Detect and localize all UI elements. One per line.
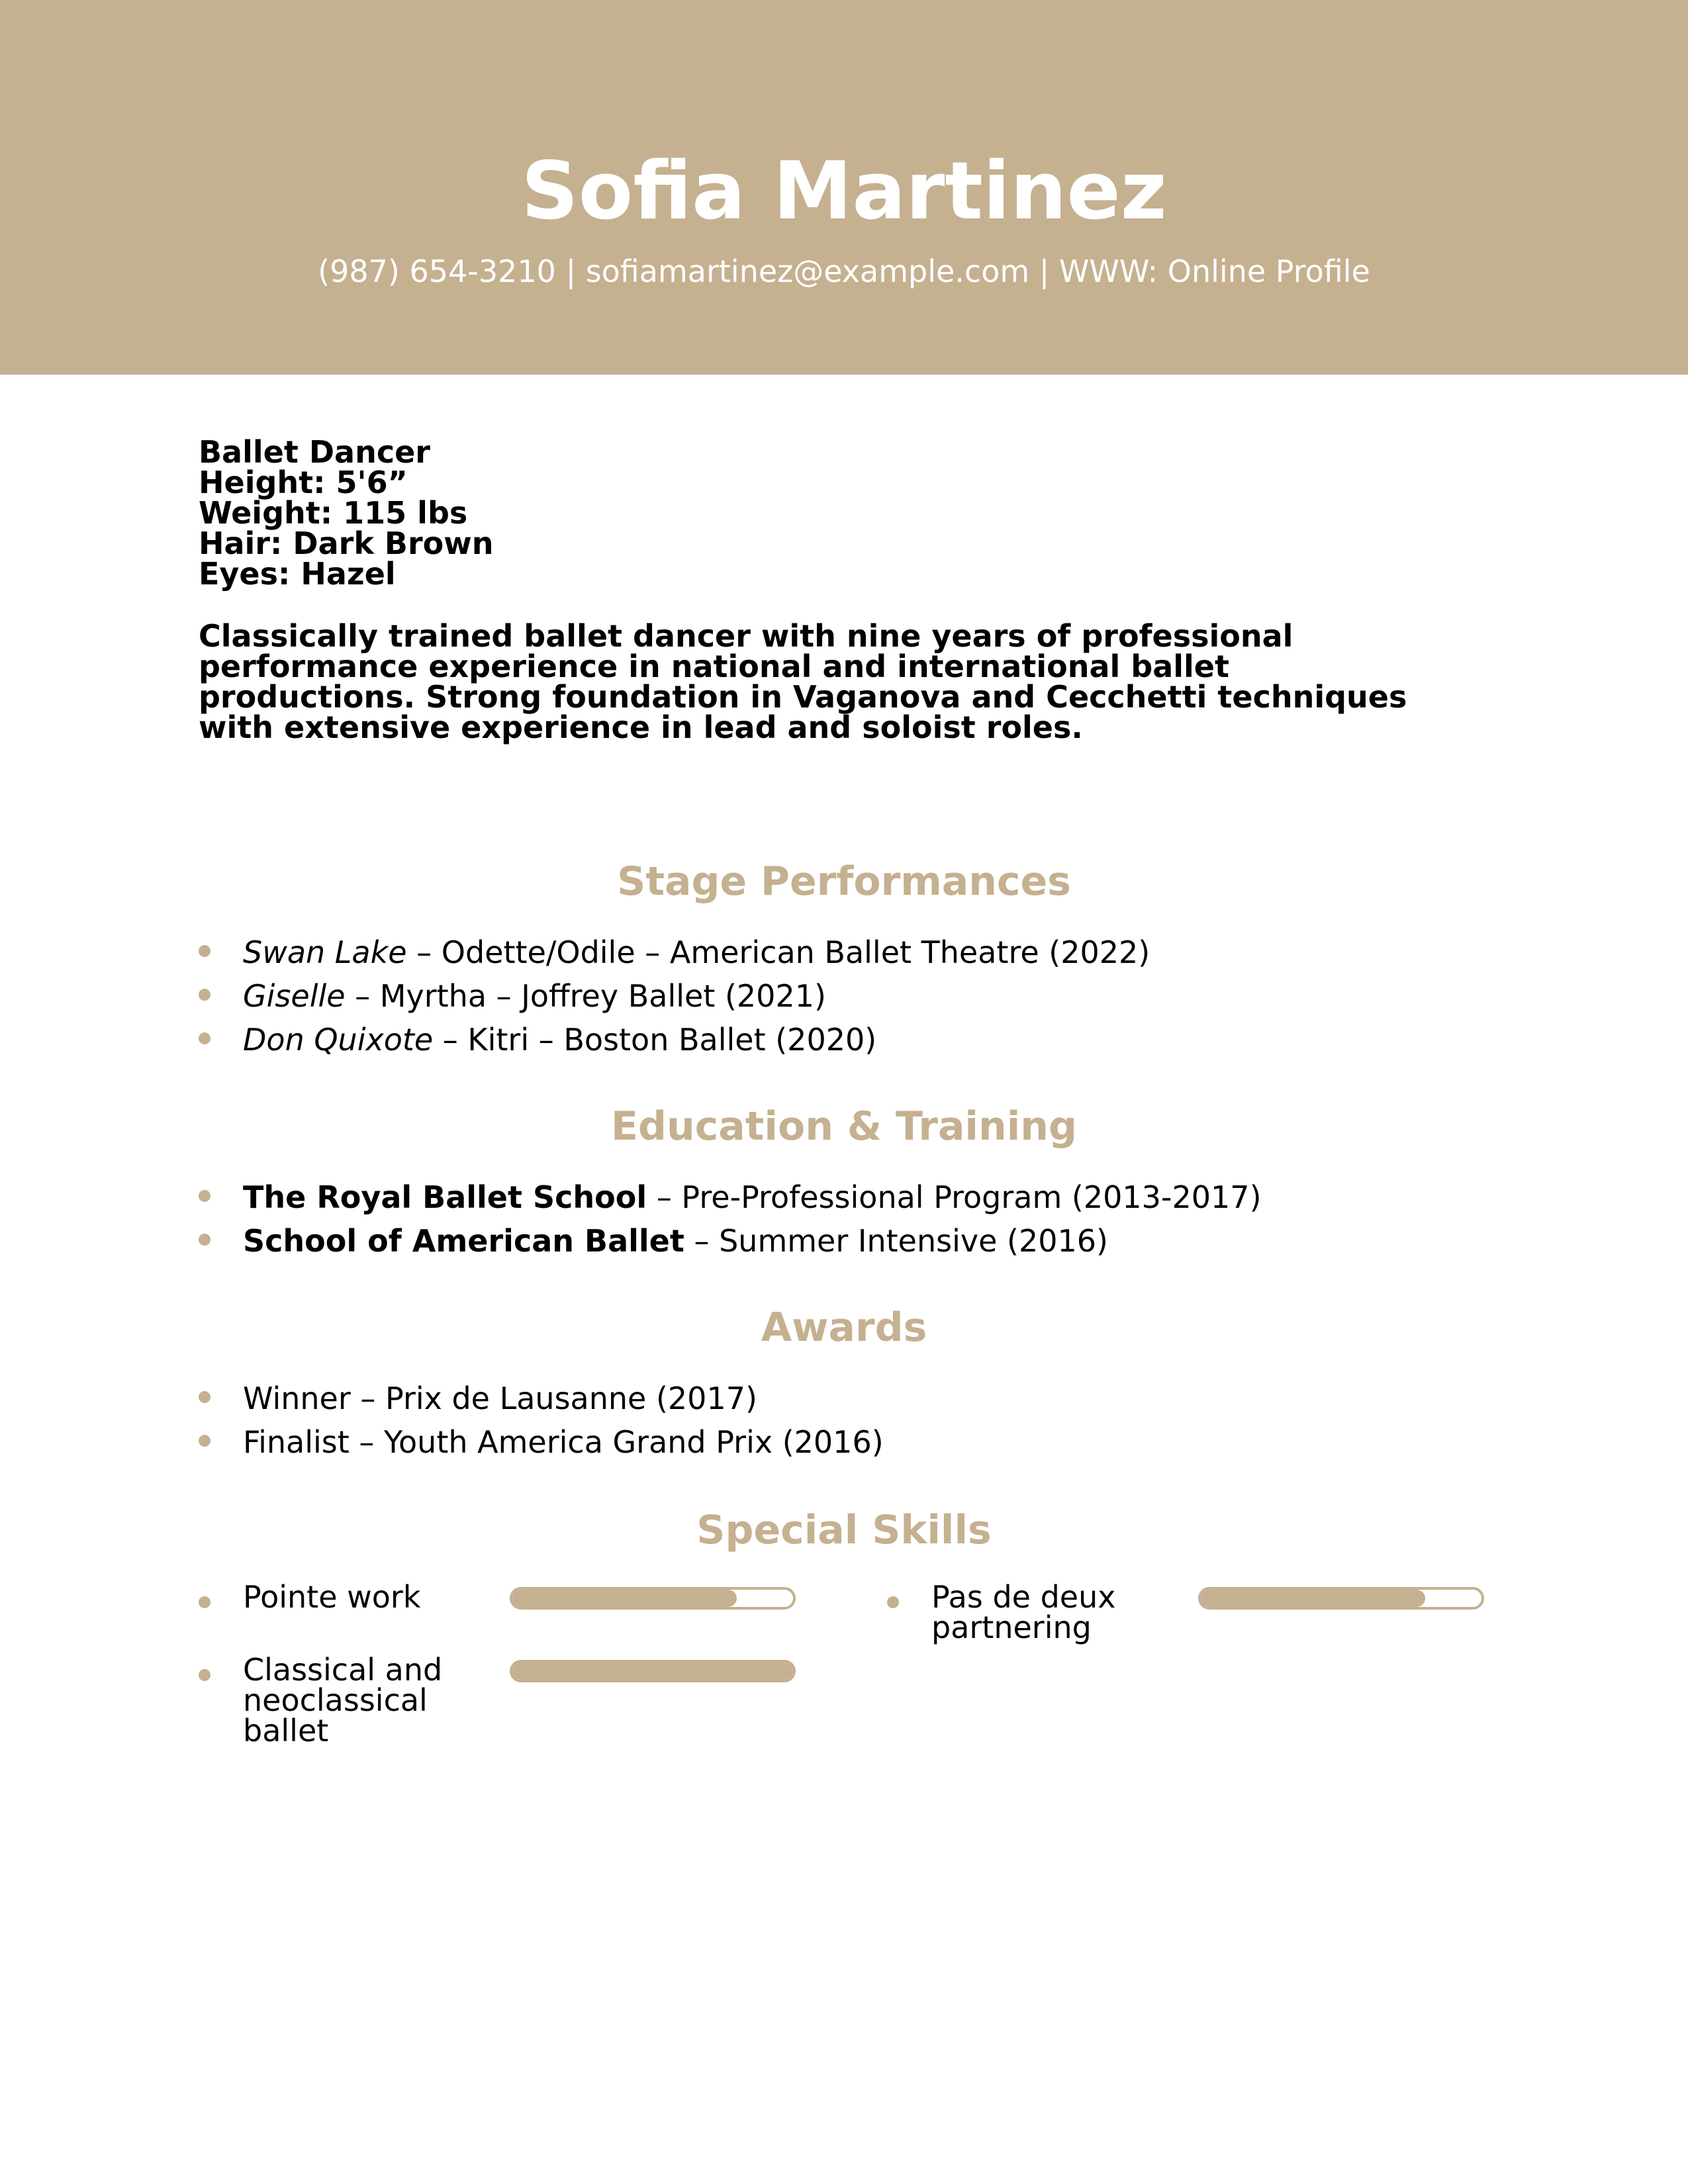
bullet-icon xyxy=(199,989,211,1001)
skill-label: Pas de deux partnering xyxy=(931,1579,1116,1645)
bullet-icon xyxy=(199,1669,211,1681)
list-item xyxy=(199,1377,1489,1420)
height-stat: Height: 5'6” xyxy=(199,465,408,500)
award-text: Finalist – Youth America Grand Prix (2016) xyxy=(243,1424,884,1460)
skill-level-fill xyxy=(512,1662,793,1680)
bullet-icon xyxy=(199,1032,211,1044)
performance-detail: – Myrtha – Joffrey Ballet (2021) xyxy=(345,978,826,1014)
hair-stat: Hair: Dark Brown xyxy=(199,525,494,561)
performance-detail: – Kitri – Boston Ballet (2020) xyxy=(433,1022,877,1058)
skills-grid xyxy=(199,1579,1489,1767)
bullet-icon xyxy=(199,1234,211,1246)
list-item xyxy=(199,1420,1489,1464)
school-name: School of American Ballet xyxy=(243,1223,684,1259)
performance-detail: – Odette/Odile – American Ballet Theatre (2022) xyxy=(406,934,1150,970)
section-title-skills: Special Skills xyxy=(696,1507,992,1553)
section-title-education: Education & Training xyxy=(611,1103,1077,1150)
list-item xyxy=(199,1175,1489,1219)
bullet-icon xyxy=(887,1596,899,1608)
bullet-icon xyxy=(199,1435,211,1447)
skill-level-bar xyxy=(510,1587,796,1610)
performance-work: Swan Lake xyxy=(243,934,407,970)
section-title-performances: Stage Performances xyxy=(617,858,1071,905)
resume-body xyxy=(199,434,1489,1767)
performances-list xyxy=(199,931,1489,1062)
section-title-awards: Awards xyxy=(761,1304,927,1351)
education-detail: – Pre-Professional Program (2013-2017) xyxy=(647,1179,1262,1215)
skill-level-bar xyxy=(1198,1587,1484,1610)
header-banner xyxy=(0,0,1688,375)
skill-item xyxy=(199,1652,834,1754)
bullet-icon xyxy=(199,1596,211,1608)
skill-level-fill xyxy=(1201,1590,1425,1607)
performance-work: Don Quixote xyxy=(243,1022,434,1058)
list-item xyxy=(199,974,1489,1018)
skill-level-bar xyxy=(510,1660,796,1682)
award-text: Winner – Prix de Lausanne (2017) xyxy=(243,1381,757,1416)
skill-label: Pointe work xyxy=(243,1579,421,1615)
list-item xyxy=(199,1219,1489,1263)
performance-work: Giselle xyxy=(243,978,346,1014)
education-detail: – Summer Intensive (2016) xyxy=(684,1223,1108,1259)
list-item xyxy=(199,1018,1489,1062)
school-name: The Royal Ballet School xyxy=(243,1179,647,1215)
bullet-icon xyxy=(199,1190,211,1202)
contact-line: (987) 654-3210 | sofiamartinez@example.com | WWW: Online Profile xyxy=(318,253,1370,289)
candidate-name: Sofia Martinez xyxy=(521,146,1167,238)
weight-stat: Weight: 115 lbs xyxy=(199,495,468,531)
summary-paragraph: Classically trained ballet dancer with nine years of professional performance experience in national and international ballet productions. Strong foundation in Vaganova and Cecchetti techniques with extensive experience in lead and soloist roles. xyxy=(199,618,1407,745)
skill-level-fill xyxy=(512,1590,737,1607)
awards-list xyxy=(199,1377,1489,1464)
bullet-icon xyxy=(199,945,211,957)
skill-label: Classical and neoclassical ballet xyxy=(243,1652,443,1749)
job-title: Ballet Dancer xyxy=(199,434,430,470)
eyes-stat: Eyes: Hazel xyxy=(199,556,396,592)
list-item xyxy=(199,931,1489,974)
education-list xyxy=(199,1175,1489,1263)
bullet-icon xyxy=(199,1391,211,1403)
skill-item xyxy=(887,1579,1523,1681)
profile-block xyxy=(199,434,1489,592)
